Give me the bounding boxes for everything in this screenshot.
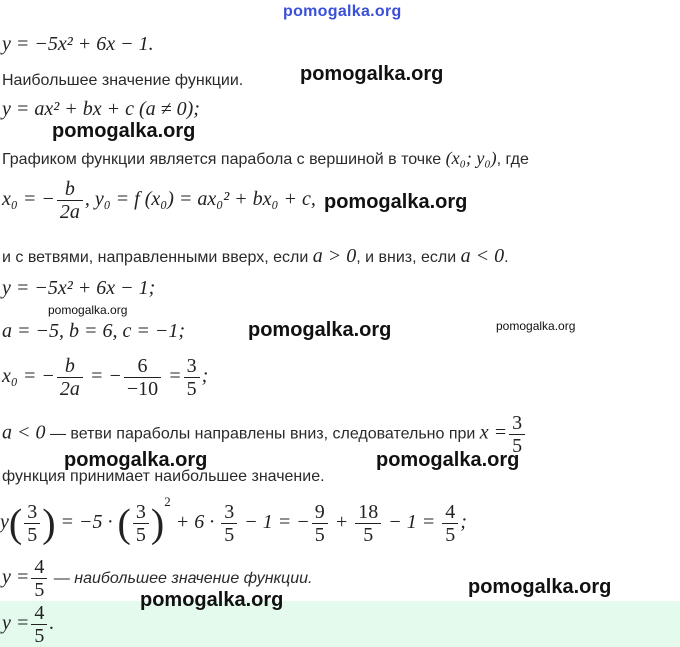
watermark: pomogalka.org (64, 449, 208, 471)
numerator: b (57, 178, 83, 201)
semicolon: ; (460, 511, 467, 533)
watermark-top: pomogalka.org (283, 3, 402, 20)
watermark: pomogalka.org (52, 120, 196, 142)
result-text: — наибольшее значение функции. (49, 570, 313, 588)
numerator: 3 (133, 501, 149, 524)
branches-text: и с ветвями, направленными вверх, если (2, 249, 309, 266)
numerator: 3 (509, 412, 525, 435)
fraction-9-5 (312, 501, 328, 546)
watermark: pomogalka.org (376, 449, 520, 471)
denominator: 5 (512, 435, 523, 457)
parabola-description (2, 148, 529, 169)
numerator: 3 (221, 501, 237, 524)
x0-label: x₀ = − (2, 365, 55, 388)
fraction-4-5 (31, 556, 47, 601)
numerator: b (57, 355, 83, 378)
condition-up: a > 0 (312, 245, 357, 267)
condition-down: a < 0 (460, 245, 505, 267)
vertex-point: (x₀; y₀) (445, 148, 497, 168)
watermark: pomogalka.org (468, 576, 612, 598)
denominator: 5 (186, 378, 197, 400)
maximum-text: — ветви параболы направлены вниз, следовательно при (45, 425, 480, 443)
branches-description (2, 245, 509, 268)
denominator: 5 (27, 523, 38, 546)
watermark: pomogalka.org (48, 303, 128, 317)
denominator: 5 (363, 523, 374, 546)
parabola-text-end: , где (496, 151, 529, 168)
fraction-3-5 (24, 501, 40, 546)
period: . (49, 612, 55, 635)
max-value-computation (0, 494, 467, 546)
numerator: 6 (124, 355, 161, 378)
paren-close: ) (42, 500, 56, 546)
y-equals: y = (2, 566, 30, 589)
condition-a-negative: a < 0 (2, 421, 46, 444)
coefficients: a = −5, b = 6, c = −1; (2, 320, 186, 342)
parabola-text: Графиком функции является парабола с вершиной в точке (2, 151, 442, 168)
vertex-x0-label: x₀ = − (2, 188, 55, 211)
vertex-y0-formula: , y₀ = f (x₀) = ax₀² + bx₀ + c, (84, 188, 316, 211)
paren-open: ( (8, 500, 23, 546)
watermark: pomogalka.org (324, 191, 468, 213)
fraction-4-5 (442, 501, 458, 546)
answer-highlight (0, 601, 680, 647)
x0-computation (2, 355, 208, 400)
equals: = (168, 365, 182, 388)
given-function: y = −5x² + 6x − 1. (2, 33, 154, 55)
denominator: 5 (34, 579, 45, 601)
denominator: 5 (445, 523, 456, 546)
watermark: pomogalka.org (496, 319, 576, 333)
watermark: pomogalka.org (300, 63, 444, 85)
function-restated: y = −5x² + 6x − 1; (2, 277, 156, 299)
paren-close: ) (150, 500, 165, 546)
plus-6: + 6 · (175, 511, 215, 533)
denominator: 5 (135, 523, 146, 546)
eq-minus5: = −5 · (60, 511, 113, 533)
minus1-eq: − 1 = (388, 511, 436, 533)
denominator: 2a (59, 201, 80, 223)
minus1-eq-minus: − 1 = − (244, 511, 310, 533)
fraction-b-2a (57, 178, 83, 223)
denominator: −10 (126, 378, 159, 400)
general-quadratic: y = ax² + bx + c (a ≠ 0); (2, 98, 200, 120)
vertex-formula (2, 178, 316, 223)
numerator: 4 (31, 602, 47, 625)
y-label: y (0, 511, 9, 533)
denominator: 2a (59, 378, 80, 400)
denominator: 5 (34, 625, 45, 647)
final-answer (2, 602, 54, 647)
numerator: 18 (355, 501, 381, 524)
watermark: pomogalka.org (140, 589, 284, 611)
denominator: 5 (224, 523, 235, 546)
fraction-b-2a (57, 355, 83, 400)
watermark: pomogalka.org (248, 319, 392, 341)
fraction-18-5 (355, 501, 381, 546)
x-equals: x = (479, 421, 508, 444)
fraction-3-5 (184, 355, 200, 400)
denominator: 5 (314, 523, 325, 546)
numerator: 4 (31, 556, 47, 579)
fraction-3-5 (221, 501, 237, 546)
numerator: 3 (184, 355, 200, 378)
exponent: 2 (164, 494, 171, 509)
equals-minus: = − (89, 365, 122, 388)
maximum-statement: функция принимает наибольшее значение. (2, 468, 325, 485)
y-equals: y = (2, 612, 30, 635)
branches-end: . (504, 249, 509, 266)
semicolon: ; (201, 365, 209, 388)
task-statement: Наибольшее значение функции. (2, 72, 244, 89)
numerator: 3 (24, 501, 40, 524)
numerator: 4 (442, 501, 458, 524)
fraction-6-neg10 (124, 355, 161, 400)
fraction-4-5 (31, 602, 47, 647)
plus: + (334, 511, 349, 533)
fraction-3-5 (133, 501, 149, 546)
branches-text-mid: , и вниз, если (356, 249, 457, 266)
paren-open: ( (117, 500, 131, 546)
numerator: 9 (312, 501, 328, 524)
